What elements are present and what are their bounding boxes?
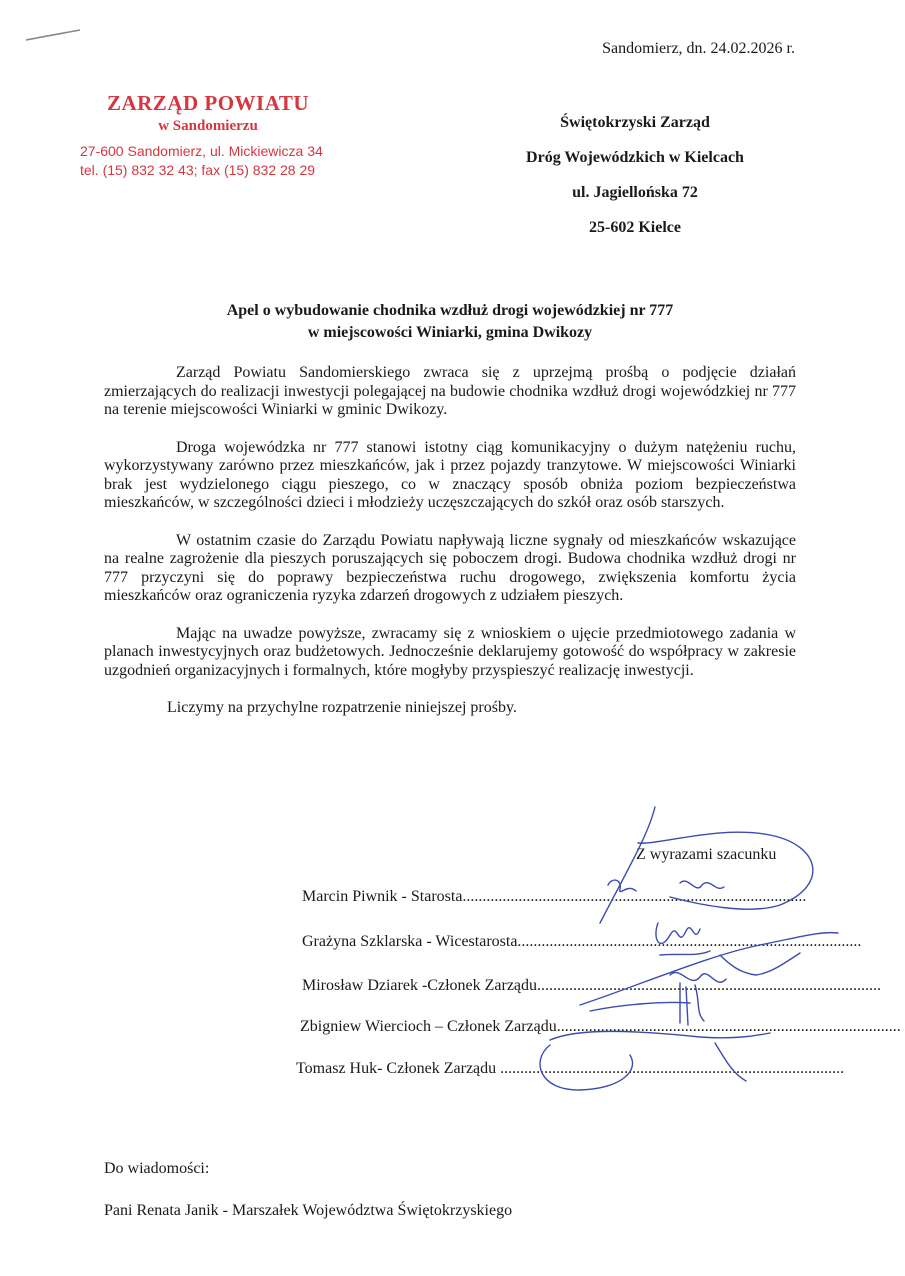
body-paragraph: Droga wojewódzka nr 777 stanowi istotny ciąg komunikacyjny o dużym natężeniu ruchu, wykorzystywany zarówno przez mieszkańców, jak i przez pojazdy tranzytowe. W miejscowości Winiarki brak jest wydzielonego ciągu pieszego, co w znaczący sposób obniża poziom bezpieczeństwa mieszkańców, w szczególności dzieci i młodzieży uczęszczających do szkół oraz osób starszych. [104,438,796,511]
body-paragraph: W ostatnim czasie do Zarządu Powiatu napływają liczne sygnały od mieszkańców wskazujące na realne zagrożenie dla pieszych poruszających się poboczem drogi. Budowa chodnika wzdłuż drogi nr 777 przyczyni się do poprawy bezpieczeństwa ruchu drogowego, zwiększenia komfortu życia mieszkańców oraz ograniczenia ryzyka zdarzeń drogowych z udziałem pieszych. [104,531,796,604]
subject-line-1: Apel o wybudowanie chodnika wzdłuż drogi wojewódzkiej nr 777 [226,302,674,319]
signer-line: Grażyna Szklarska - Wicestarosta...................................................................................... [302,933,862,950]
signer-line: Marcin Piwnik - Starosta...................................................................................... [302,888,807,905]
handwritten-signatures [520,805,850,1095]
signer-line: Zbigniew Wiercioch – Członek Zarządu...................................................................................... [300,1018,901,1035]
signer-line: Mirosław Dziarek -Członek Zarządu...................................................................................... [302,977,882,994]
signer-line: Tomasz Huk- Członek Zarządu ...................................................................................... [296,1060,845,1077]
stamp-title: ZARZĄD POWIATU [106,91,310,115]
stamp-address: 27-600 Sandomierz, ul. Mickiewicza 34 [80,143,323,159]
recipient-address [480,108,790,248]
letter-subject [110,300,790,344]
stamp-phone: tel. (15) 832 32 43; fax (15) 832 28 29 [80,162,316,178]
body-paragraph: Zarząd Powiatu Sandomierskiego zwraca się z uprzejmą prośbą o podjęcie działań zmierzających do realizacji inwestycji polegającej na budowie chodnika wzdłuż drogi wojewódzkiej nr 777 na terenie miejscowości Winiarki w gminic Dwikozy. [104,364,796,418]
stamp-city: w Sandomierzu [158,118,258,134]
letter-body [104,364,796,737]
scan-artifact-line [26,28,86,44]
date-line: Sandomierz, dn. 24.02.2026 r. [602,40,795,57]
recipient-line: Świętokrzyski Zarząd [560,114,710,131]
office-stamp [78,90,338,180]
body-paragraph: Mając na uwadze powyższe, zwracamy się z wnioskiem o ujęcie przedmiotowego zadania w planach inwestycyjnych oraz budżetowych. Jednocześnie deklarujemy gotowość do współpracy w zakresie uzgodnień organizacyjnych i formalnych, które mogłyby przyspieszyć realizację inwestycji. [104,624,796,679]
closing-sentence: Liczymy na przychylne rozpatrzenie niniejszej prośby. [167,699,517,716]
regards-text: Z wyrazami szacunku [636,846,777,863]
recipient-line: Dróg Wojewódzkich w Kielcach [526,149,744,166]
cc-label: Do wiadomości: [104,1160,210,1177]
recipient-line: 25-602 Kielce [589,219,681,236]
subject-line-2: w miejscowości Winiarki, gmina Dwikozy [307,324,593,341]
recipient-line: ul. Jagiellońska 72 [572,184,698,201]
cc-recipient: Pani Renata Janik - Marszałek Województwa Świętokrzyskiego [104,1202,513,1219]
